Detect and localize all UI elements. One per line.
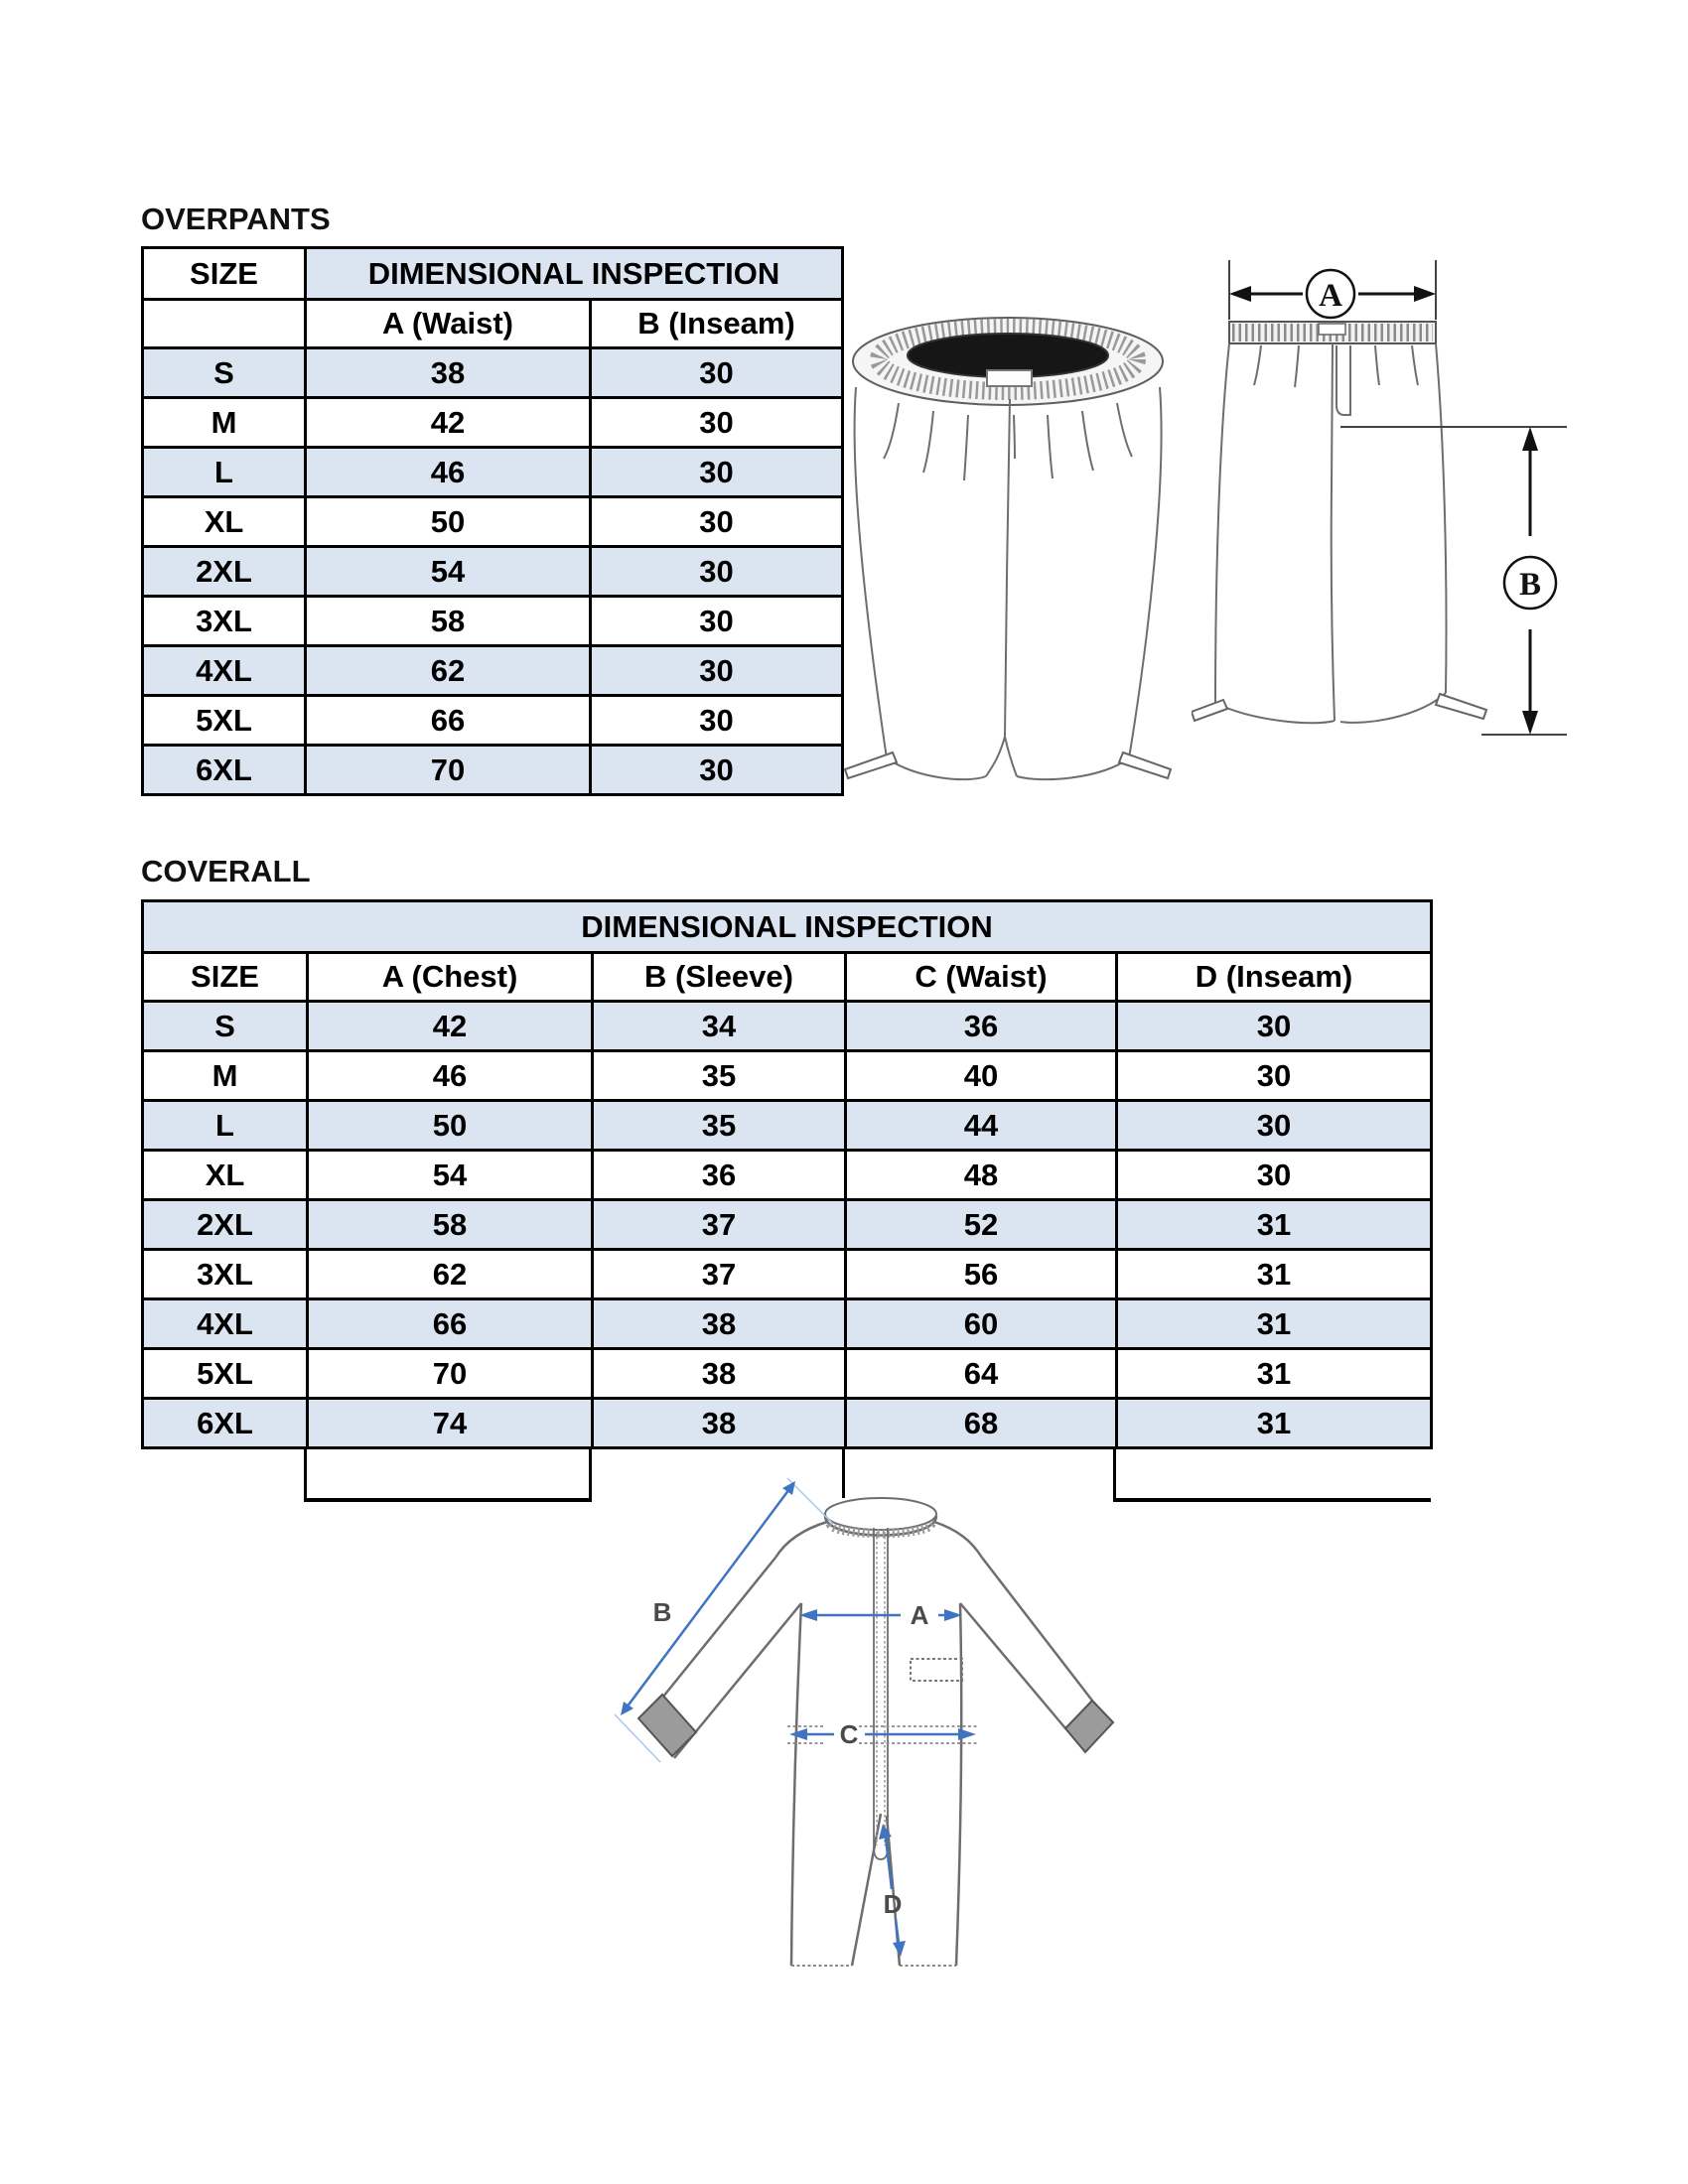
table-artifact-line [1113, 1498, 1431, 1502]
table-row [143, 1200, 1432, 1250]
size-cell: 3XL [143, 1250, 308, 1299]
size-cell: S [143, 348, 306, 398]
coverall-title: COVERALL [141, 854, 311, 888]
chest-cell: 50 [308, 1101, 593, 1151]
size-column-header: SIZE [143, 248, 306, 300]
waist-cell: 58 [306, 597, 591, 646]
coverall-cuffs [638, 1695, 1113, 1756]
inseam-cell: 30 [1117, 1151, 1432, 1200]
waist-cell: 36 [846, 1002, 1117, 1051]
table-row [143, 597, 843, 646]
table-row [143, 248, 843, 300]
size-cell: 5XL [143, 1349, 308, 1399]
coverall-dimension-drawing [551, 1464, 1127, 1990]
waist-cell: 44 [846, 1101, 1117, 1151]
waist-cell: 64 [846, 1349, 1117, 1399]
table-row [143, 1299, 1432, 1349]
overpants-front-drawing [839, 310, 1177, 811]
table-row [143, 1002, 1432, 1051]
inseam-cell: 30 [591, 547, 843, 597]
sleeve-cell: 36 [593, 1151, 846, 1200]
size-cell: 2XL [143, 547, 306, 597]
table-row [143, 547, 843, 597]
pants-back-outline [1215, 343, 1447, 723]
waist-cell: 48 [846, 1151, 1117, 1200]
sleeve-cell: 38 [593, 1349, 846, 1399]
size-cell: 4XL [143, 1299, 308, 1349]
table-row [143, 1051, 1432, 1101]
dim-c-arrow [789, 1728, 976, 1740]
dim-b-label: B [652, 1597, 672, 1627]
coverall-collar [825, 1498, 936, 1536]
overpants-size-table [141, 246, 844, 796]
table-row [143, 348, 843, 398]
sleeve-cell: 35 [593, 1101, 846, 1151]
size-cell: 4XL [143, 646, 306, 696]
table-artifact-line [304, 1448, 307, 1498]
inseam-cell: 31 [1117, 1399, 1432, 1448]
size-cell: XL [143, 497, 306, 547]
chest-cell: 66 [308, 1299, 593, 1349]
column-header-b-inseam: B (Inseam) [591, 300, 843, 348]
chest-cell: 58 [308, 1200, 593, 1250]
column-header-b-sleeve: B (Sleeve) [593, 953, 846, 1002]
inseam-cell: 30 [1117, 1101, 1432, 1151]
inseam-cell: 30 [591, 448, 843, 497]
chest-cell: 74 [308, 1399, 593, 1448]
inseam-cell: 30 [591, 348, 843, 398]
inseam-cell: 31 [1117, 1200, 1432, 1250]
table-row [143, 448, 843, 497]
inseam-cell: 30 [591, 696, 843, 746]
sleeve-cell: 37 [593, 1250, 846, 1299]
inseam-cell: 31 [1117, 1299, 1432, 1349]
size-cell: 6XL [143, 1399, 308, 1448]
coverall-chest-pocket [911, 1659, 962, 1681]
waist-cell: 40 [846, 1051, 1117, 1101]
chest-cell: 42 [308, 1002, 593, 1051]
size-cell: M [143, 1051, 308, 1101]
column-header-a-chest: A (Chest) [308, 953, 593, 1002]
size-cell: L [143, 1101, 308, 1151]
column-header-c-waist: C (Waist) [846, 953, 1117, 1002]
table-row [143, 1151, 1432, 1200]
inseam-cell: 30 [591, 597, 843, 646]
chest-cell: 54 [308, 1151, 593, 1200]
inseam-cell: 31 [1117, 1250, 1432, 1299]
table-row [143, 901, 1432, 953]
column-header-a-waist: A (Waist) [306, 300, 591, 348]
waist-cell: 66 [306, 696, 591, 746]
waist-cell: 50 [306, 497, 591, 547]
inseam-cell: 31 [1117, 1349, 1432, 1399]
size-cell: L [143, 448, 306, 497]
inseam-cell: 30 [1117, 1051, 1432, 1101]
inseam-cell: 30 [1117, 1002, 1432, 1051]
size-cell: S [143, 1002, 308, 1051]
dim-a-arrow [799, 1609, 962, 1621]
size-cell: XL [143, 1151, 308, 1200]
table-row [143, 953, 1432, 1002]
pants-back-hem-straps [1192, 694, 1486, 721]
waist-cell: 52 [846, 1200, 1117, 1250]
table-row [143, 1250, 1432, 1299]
waist-cell: 56 [846, 1250, 1117, 1299]
table-row [143, 1101, 1432, 1151]
pants-hem-straps [845, 752, 1171, 778]
waist-cell: 42 [306, 398, 591, 448]
overpants-dimension-drawing [1192, 238, 1589, 764]
dim-a-label: A [910, 1600, 929, 1630]
dim-a-label: A [1319, 278, 1342, 314]
dim-c-label: C [839, 1719, 859, 1749]
overpants-title: OVERPANTS [141, 202, 331, 236]
coverall-size-table [141, 899, 1433, 1449]
chest-cell: 46 [308, 1051, 593, 1101]
waist-cell: 38 [306, 348, 591, 398]
size-cell: 5XL [143, 696, 306, 746]
table-row [143, 746, 843, 795]
size-cell: M [143, 398, 306, 448]
waist-cell: 70 [306, 746, 591, 795]
waist-cell: 60 [846, 1299, 1117, 1349]
sleeve-cell: 35 [593, 1051, 846, 1101]
size-cell: 3XL [143, 597, 306, 646]
table-row [143, 300, 843, 348]
table-row [143, 398, 843, 448]
sleeve-cell: 37 [593, 1200, 846, 1250]
inseam-cell: 30 [591, 497, 843, 547]
group-header: DIMENSIONAL INSPECTION [306, 248, 843, 300]
chest-cell: 62 [308, 1250, 593, 1299]
coverall-zipper [874, 1528, 888, 1859]
column-header-d-inseam: D (Inseam) [1117, 953, 1432, 1002]
dim-d-label: D [883, 1889, 903, 1919]
waist-cell: 46 [306, 448, 591, 497]
table-row [143, 1349, 1432, 1399]
dim-b-label: B [1518, 567, 1542, 603]
table-row [143, 696, 843, 746]
table-artifact-line [304, 1498, 592, 1502]
pants-back-waistband [1229, 322, 1436, 343]
size-cell: 2XL [143, 1200, 308, 1250]
sleeve-cell: 34 [593, 1002, 846, 1051]
waist-cell: 62 [306, 646, 591, 696]
waist-cell: 54 [306, 547, 591, 597]
waist-cell: 68 [846, 1399, 1117, 1448]
inseam-cell: 30 [591, 398, 843, 448]
chest-cell: 70 [308, 1349, 593, 1399]
pants-body-outline [855, 387, 1162, 779]
sleeve-cell: 38 [593, 1399, 846, 1448]
table-row [143, 646, 843, 696]
table-row [143, 1399, 1432, 1448]
size-column-header: SIZE [143, 953, 308, 1002]
table-row [143, 497, 843, 547]
pants-waistband [853, 318, 1163, 405]
empty-cell [143, 300, 306, 348]
group-header: DIMENSIONAL INSPECTION [143, 901, 1432, 953]
sleeve-cell: 38 [593, 1299, 846, 1349]
size-cell: 6XL [143, 746, 306, 795]
inseam-cell: 30 [591, 746, 843, 795]
inseam-cell: 30 [591, 646, 843, 696]
